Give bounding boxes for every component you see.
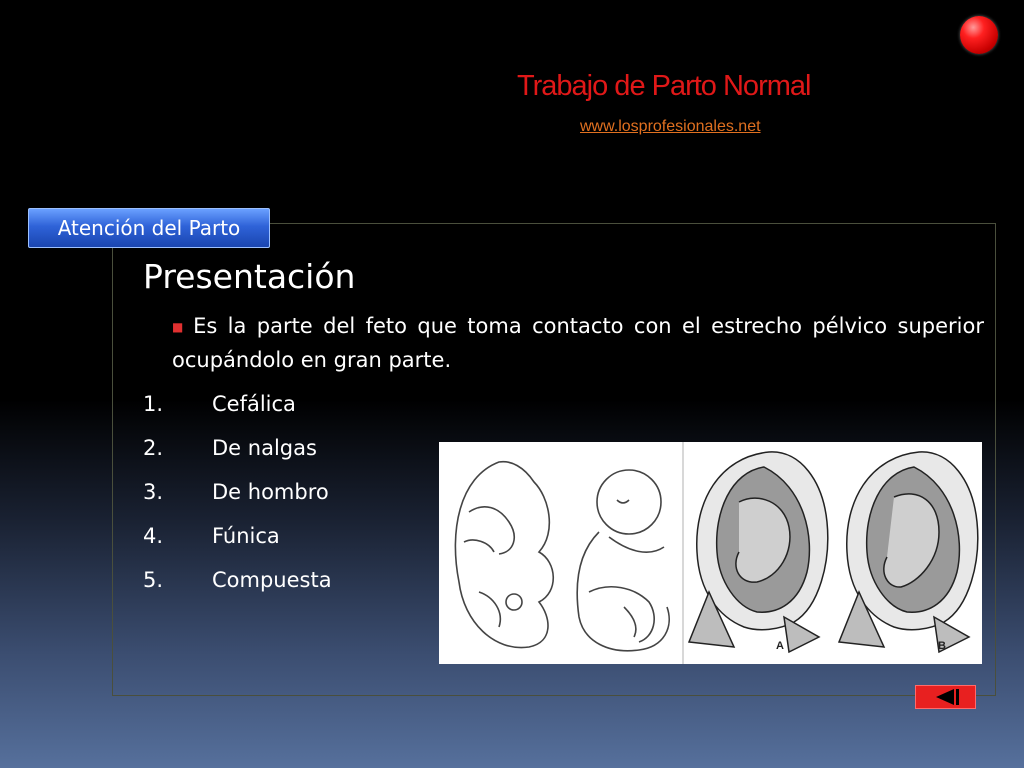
square-bullet-icon: ■ [172, 319, 188, 334]
list-number: 5. [143, 568, 164, 592]
figure-caption-a: A [776, 640, 784, 652]
list-item [143, 520, 332, 564]
presentation-title: Trabajo de Parto Normal [517, 70, 811, 102]
section-tab-label: Atención del Parto [57, 216, 241, 240]
list-number: 1. [143, 392, 164, 416]
previous-slide-button[interactable] [915, 685, 976, 709]
list-number: 4. [143, 524, 164, 548]
list-number: 3. [143, 480, 164, 504]
list-item [143, 388, 332, 432]
slide-heading: Presentación [143, 257, 356, 296]
back-arrow-icon [936, 689, 954, 705]
definition-bullet [172, 310, 984, 377]
list-item [143, 432, 332, 476]
list-label: Compuesta [212, 568, 332, 592]
record-dot-button[interactable] [960, 16, 998, 54]
definition-text: Es la parte del feto que toma contacto con el estrecho pélvico superior ocupándolo en gran parte. [172, 314, 984, 372]
list-label: Cefálica [212, 392, 296, 416]
list-label: De nalgas [212, 436, 317, 460]
section-tab-atencion-del-parto[interactable] [28, 208, 270, 248]
list-item [143, 476, 332, 520]
list-item [143, 564, 332, 608]
fetal-presentation-illustration [439, 442, 982, 664]
figure-caption-b: B [938, 640, 946, 652]
back-bar-icon [956, 689, 959, 705]
list-label: Fúnica [212, 524, 280, 548]
list-label: De hombro [212, 480, 329, 504]
website-link[interactable]: www.losprofesionales.net [580, 118, 761, 135]
list-number: 2. [143, 436, 164, 460]
fetus-drawing [439, 442, 982, 664]
presentation-types-list [143, 388, 332, 608]
